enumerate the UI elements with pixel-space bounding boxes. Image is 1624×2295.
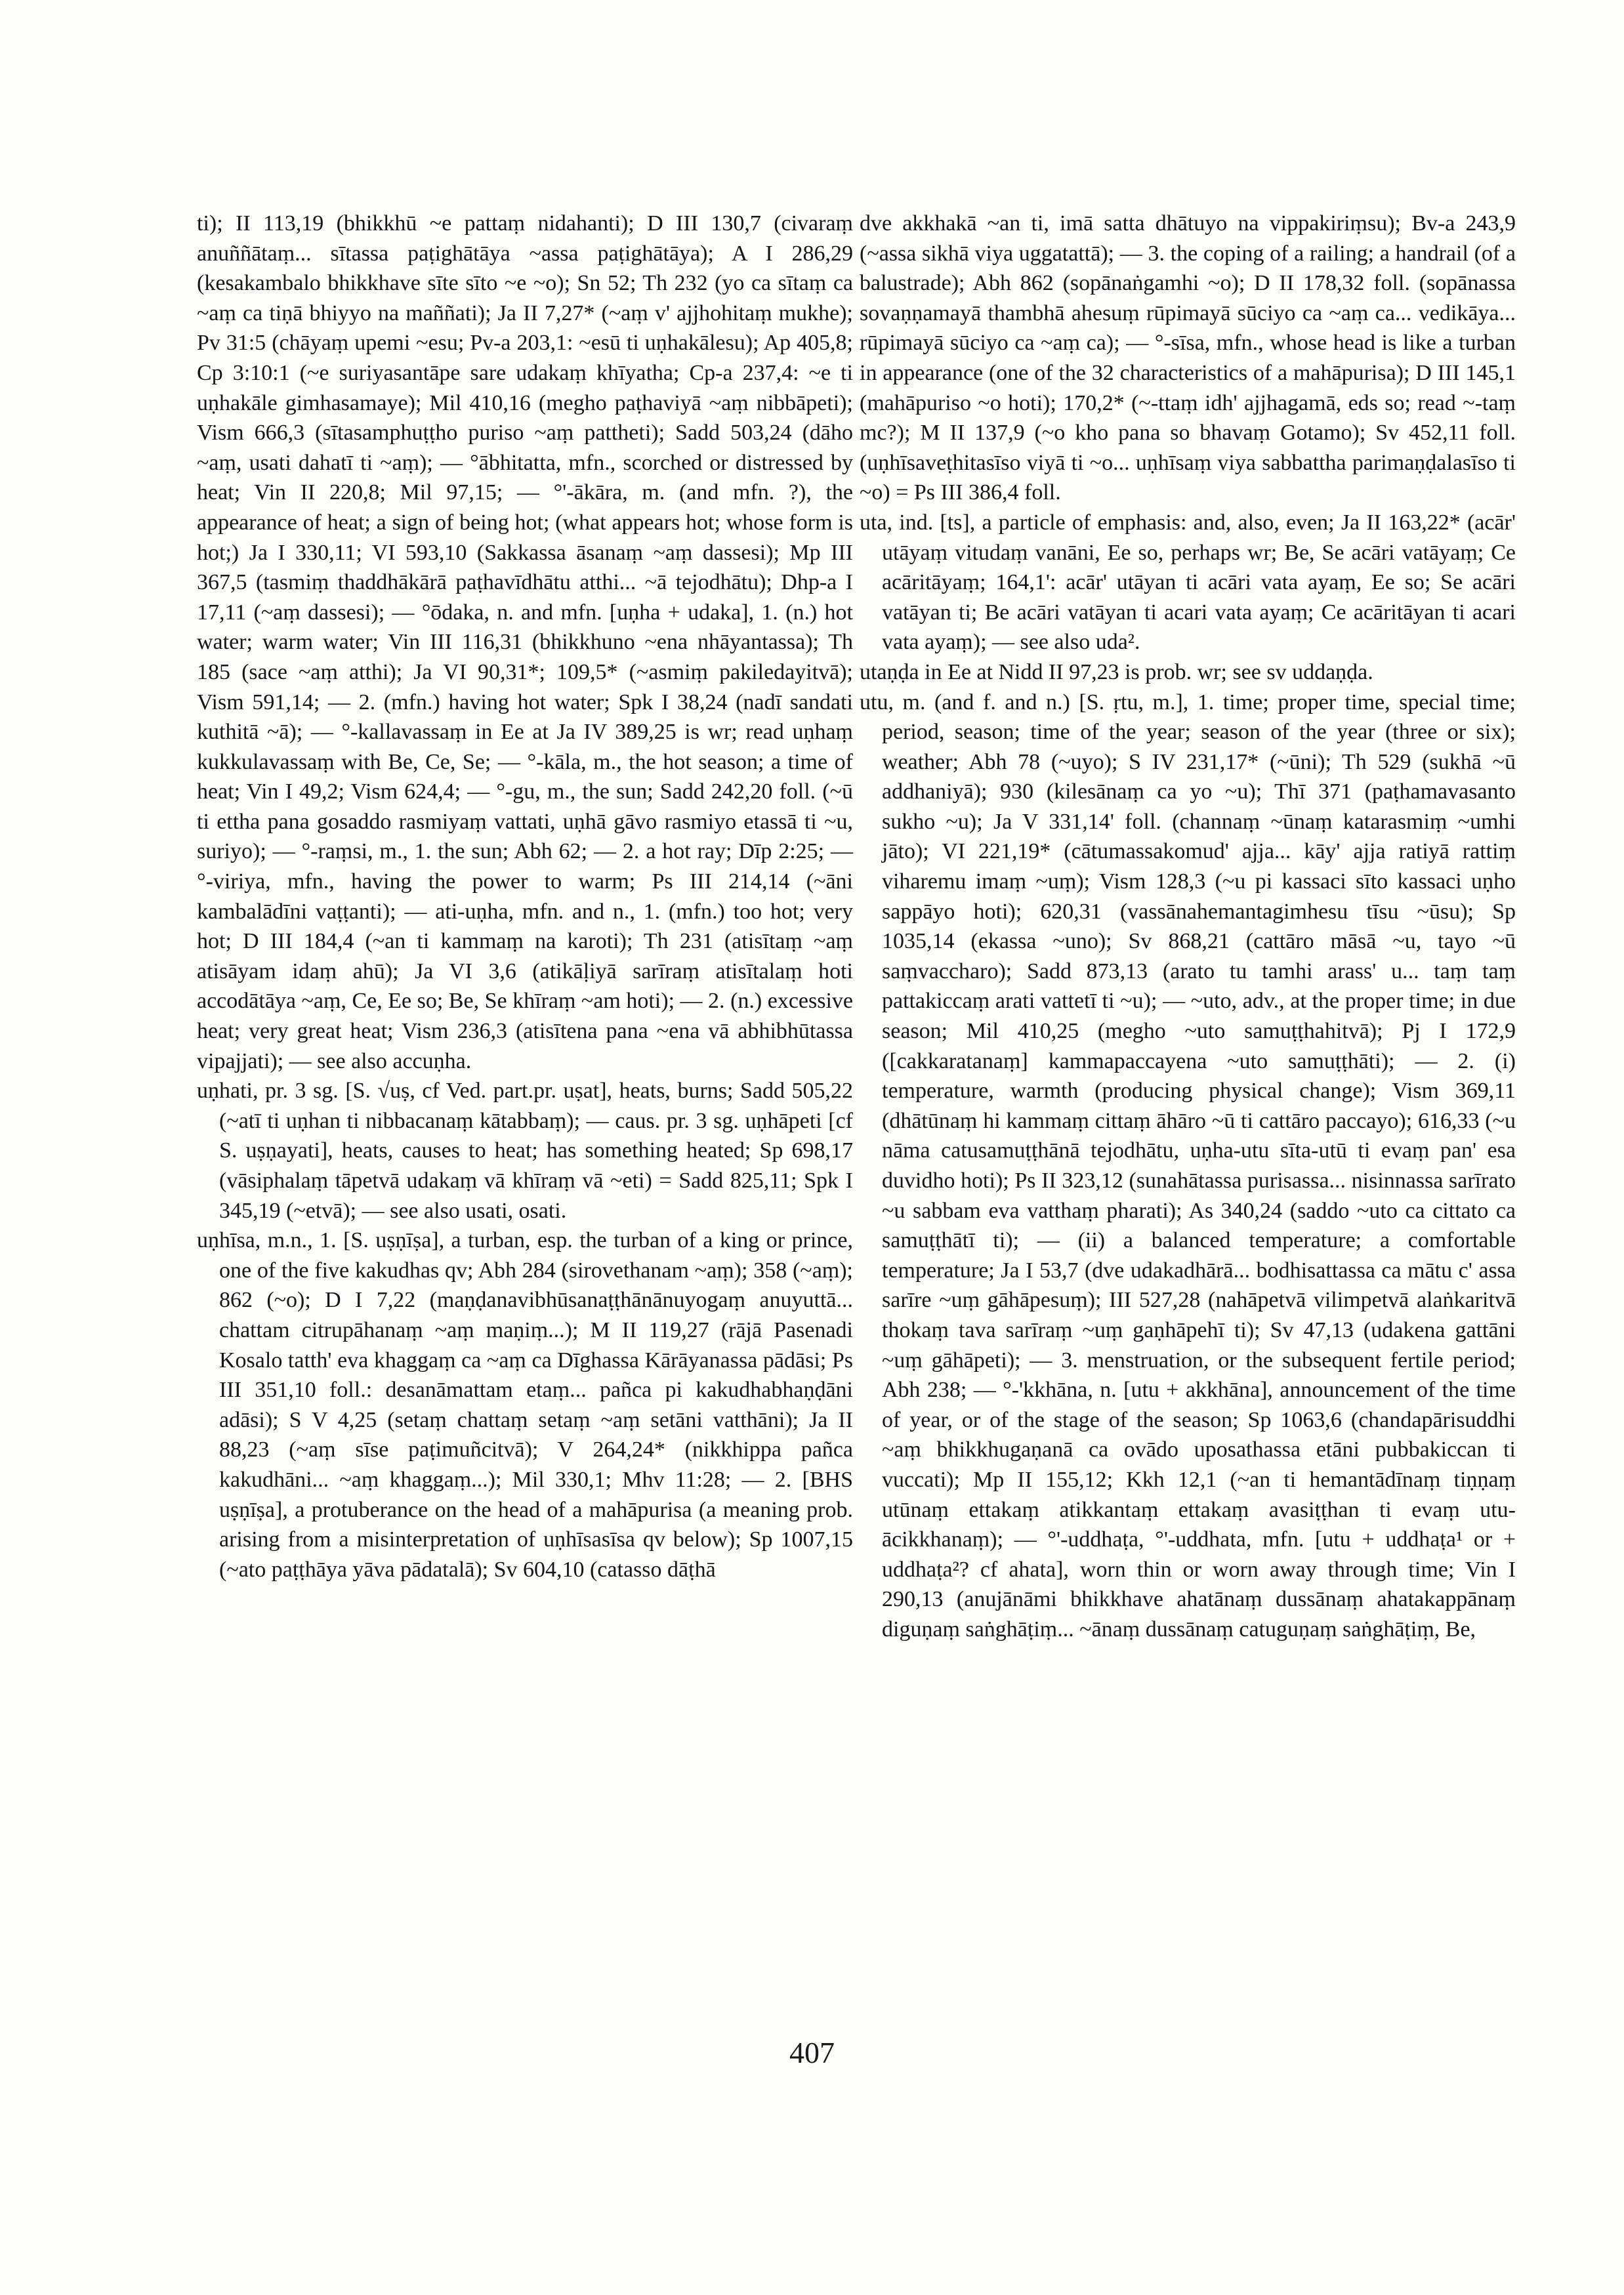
- entry-unha-continued: ti); II 113,19 (bhikkhū ~e pattaṃ nidahanti); D III 130,7 (civaraṃ anuññātaṃ... sītassa paṭighātāya ~assa paṭighātāya); A I 286,29 (kesakambalo bhikkhave sīte sīto ~e ~o); Sn 52; Th 232 (yo ca sītaṃ ca ~aṃ ca tiṇā bhiyyo na maññati); Ja II 7,27* (~aṃ v' ajjhohitaṃ mukhe); Pv 31:5 (chāyaṃ upemi ~esu; Pv-a 203,1: ~esū ti uṇhakālesu); Ap 405,8; Cp 3:10:1 (~e suriyasantāpe sare udakaṃ khīyatha; Cp-a 237,4: ~e ti uṇhakāle gimhasamaye); Mil 410,16 (megho paṭhaviyā ~aṃ nibbāpeti); Vism 666,3 (sītasamphuṭṭho puriso ~aṃ pattheti); Sadd 503,24 (dāho ~aṃ, usati dahatī ti ~aṃ); — °ābhitatta, mfn., scorched or distressed by heat; Vin II 220,8; Mil 97,15; — °'-ākāra, m. (and mfn. ?), the appearance of heat; a sign of being hot; (what appears hot; whose form is hot;) Ja I 330,11; VI 593,10 (Sakkassa āsanaṃ ~aṃ dassesi); Mp III 367,5 (tasmiṃ thaddhākārā paṭhavīdhātu atthi... ~ā tejodhātu); Dhp-a I 17,11 (~aṃ dassesi); — °ōdaka, n. and mfn. [uṇha + udaka], 1. (n.) hot water; warm water; Vin III 116,31 (bhikkhuno ~ena nhāyantassa); Th 185 (sace ~aṃ atthi); Ja VI 90,31*; 109,5* (~asmiṃ pakiledayitvā); Vism 591,14; — 2. (mfn.) having hot water; Spk I 38,24 (nadī sandati kuthitā ~ā); — °-kallavassaṃ in Ee at Ja IV 389,25 is wr; read uṇhaṃ kukkulavassaṃ with Be, Ce, Se; — °-kāla, m., the hot season; a time of heat; Vin I 49,2; Vism 624,4; — °-gu, m., the sun; Sadd 242,20 foll. (~ū ti ettha pana gosaddo rasmiyaṃ vattati, uṇhā gāvo rasmiyo etassā ti ~u, suriyo); — °-raṃsi, m., 1. the sun; Abh 62; — 2. a hot ray; Dīp 2:25; — °-viriya, mfn., having the power to warm; Ps III 214,14 (~āni kambalādīni vaṭṭanti); — ati-uṇha, mfn. and n., 1. (mfn.) too hot; very hot; D III 184,4 (~an ti kammaṃ na karoti); Th 231 (atisītaṃ ~aṃ atisāyam idaṃ ahū); Ja VI 3,6 (atikāḷiyā sarīraṃ atisītalaṃ hoti accodātāya ~aṃ, Ce, Ee so; Be, Se khīraṃ ~am hoti); — 2. (n.) excessive heat; very great heat; Vism 236,3 (atisītena pana ~ena vā abhibhūtassa vipajjati); — see also accuṇha.: [197, 211, 853, 1073]
- entry-utu: utu, m. (and f. and n.) [S. ṛtu, m.], 1. time; proper time, special time; period, season; time of the year; season of the year (three or six); weather; Abh 78 (~uyo); S IV 231,17* (~ūni); Th 529 (sukhā ~ū addhaniyā); 930 (kilesānaṃ ca yo ~u); Thī 371 (paṭhamavasanto sukho ~u); Ja V 331,14' foll. (channaṃ ~ūnaṃ katarasmiṃ ~umhi jāto); VI 221,19* (cātumassakomud' ajja... kāy' ajja ratiyā rattiṃ viharemu imaṃ ~uṃ); Vism 128,3 (~u pi kassaci sīto kassaci uṇho sappāyo hoti); 620,31 (vassānahemantagimhesu tīsu ~ūsu); Sp 1035,14 (ekassa ~uno); Sv 868,21 (cattāro māsā ~u, tayo ~ū saṃvaccharo); Sadd 873,13 (arato tu tamhi arass' u... taṃ taṃ pattakiccaṃ arati vattetī ti ~u); — ~uto, adv., at the proper time; in due season; Mil 410,25 (megho ~uto samuṭṭhahitvā); Pj I 172,9 ([cakkaratanaṃ] kammapaccayena ~uto samuṭṭhāti); — 2. (i) temperature, warmth (producing physical change); Vism 369,11 (dhātūnaṃ hi kammaṃ cittaṃ āhāro ~ū ti cattāro paccayo); 616,33 (~u nāma catusamuṭṭhānā tejodhātu, uṇha-utu sīta-utū ti evaṃ pan' esa duvidho hoti); Ps II 323,12 (sunahātassa purisassa... nisinnassa sarīrato ~u sabbam eva vatthaṃ pharati); As 340,24 (saddo ~uto ca cittato ca samuṭṭhātī ti); — (ii) a balanced temperature; a comfortable temperature; Ja I 53,7 (dve udakadhārā... bodhisattassa ca mātu c' assa sarīre ~uṃ gāhāpesuṃ); III 527,28 (nahāpetvā vilimpetvā alaṅkaritvā thokaṃ tava sarīraṃ ~uṃ gaṇhāpehī ti); Sv 47,13 (udakena gattāni ~uṃ gāhāpeti); — 3. menstruation, or the subsequent fertile period; Abh 238; — °-'kkhāna, n. [utu + akkhāna], announcement of the time of year, or of the stage of the season; Sp 1063,6 (chandapārisuddhi ~aṃ bhikkhugaṇanā ca ovādo uposathassa etāni pubbakiccan ti vuccati); Mp II 155,12; Kkh 12,1 (~an ti hemantādīnaṃ tiṇṇaṃ utūnaṃ ettakaṃ atikkantaṃ ettakaṃ avasiṭṭhan ti evaṃ utu-ācikkhanaṃ); — °'-uddhaṭa, °'-uddhata, mfn. [utu + uddhaṭa¹ or + uddhaṭa²? cf ahata], worn thin or worn away through time; Vin I 290,13 (anujānāmi bhikkhave ahatānaṃ dussānaṃ ahatakappānaṃ diguṇaṃ saṅghāṭiṃ... ~ānaṃ dussānaṃ catuguṇaṃ saṅghāṭiṃ, Be,: [860, 690, 1516, 1642]
- entry-utanda: utaṇḍa in Ee at Nidd II 97,23 is prob. wr; see sv uddaṇḍa.: [860, 659, 1373, 684]
- page-number: 407: [789, 2036, 835, 2069]
- entry-unhisa: uṇhīsa, m.n., 1. [S. uṣṇīṣa], a turban, esp. the turban of a king or prince, one of the five kakudhas qv; Abh 284 (sirovethanam ~aṃ); 358 (~aṃ); 862 (~o); D I 7,22 (maṇḍanavibhūsanaṭṭhānānuyogaṃ anuyuttā... chattam citrupāhanaṃ ~aṃ maṇiṃ...); M II 119,27 (rājā Pasenadi Kosalo tatth' eva khaggaṃ ca ~aṃ ca Dīghassa Kārāyanassa pādāsi; Ps III 351,10 foll.: desanāmattam etaṃ... pañca pi kakudhabhaṇḍāni adāsi); S V 4,25 (setaṃ chattaṃ setaṃ ~aṃ setāni vatthāni); Ja II 88,23 (~aṃ sīse paṭimuñcitvā); V 264,24* (nikkhippa pañca kakudhāni... ~aṃ khaggaṃ...); Mil 330,1; Mhv 11:28; — 2. [BHS uṣṇīṣa], a protuberance on the head of a mahāpurisa (a meaning prob. arising from a misinterpretation of uṇhīsasīsa qv below); Sp 1007,15 (~ato paṭṭhāya yāva pādatalā); Sv 604,10 (catasso dāṭhā: [197, 1228, 853, 1582]
- entry-unhisa-continued: dve akkhakā ~an ti, imā satta dhātuyo na vippakiriṃsu); Bv-a 243,9 (~assa sikhā viya uggatattā); — 3. the coping of a railing; a handrail (of a balustrade); Abh 862 (sopānaṅgamhi ~o); D II 178,32 foll. (sopānassa sovaṇṇamayā thambhā ahesuṃ rūpimayā sūciyo ca ~aṃ ca... vedikāya... rūpimayā sūciyo ca ~aṃ ca); — °-sīsa, mfn., whose head is like a turban in appearance (one of the 32 characteristics of a mahāpurisa); D III 145,1 (mahāpuriso ~o hoti); 170,2* (~-ttaṃ idh' ajjhagamā, eds so; read ~-taṃ mc?); M II 137,9 (~o kho pana so bhavaṃ Gotamo); Sv 452,11 foll. (uṇhīsaveṭhitasīso viyā ti ~o... uṇhīsaṃ viya sabbattha parimaṇḍalasīso ti ~o) = Ps III 386,4 foll.: [860, 211, 1516, 505]
- right-column: [860, 209, 1516, 1645]
- left-column: [197, 209, 853, 1584]
- entry-unhati: uṇhati, pr. 3 sg. [S. √uṣ, cf Ved. part.pr. uṣat], heats, burns; Sadd 505,22 (~atī ti uṇhan ti nibbacanaṃ kātabbaṃ); — caus. pr. 3 sg. uṇhāpeti [cf S. uṣṇayati], heats, causes to heat; has something heated; Sp 698,17 (vāsiphalaṃ tāpetvā udakaṃ vā khīraṃ vā ~eti) = Sadd 825,11; Spk I 345,19 (~etvā); — see also usati, osati.: [197, 1079, 853, 1223]
- entry-uta: uta, ind. [ts], a particle of emphasis: and, also, even; Ja II 163,22* (acār' utāyaṃ vitudaṃ vanāni, Ee so, perhaps wr; Be, Se acāri vatāyaṃ; Ce acāritāyaṃ; 164,1': acār' utāyan ti acāri vata ayaṃ, Ee so; Se acāri vatāyan ti; Be acāri vatāyan ti acari vata ayaṃ; Ce acāritāyan ti acari vata ayaṃ); — see also uda².: [860, 510, 1516, 655]
